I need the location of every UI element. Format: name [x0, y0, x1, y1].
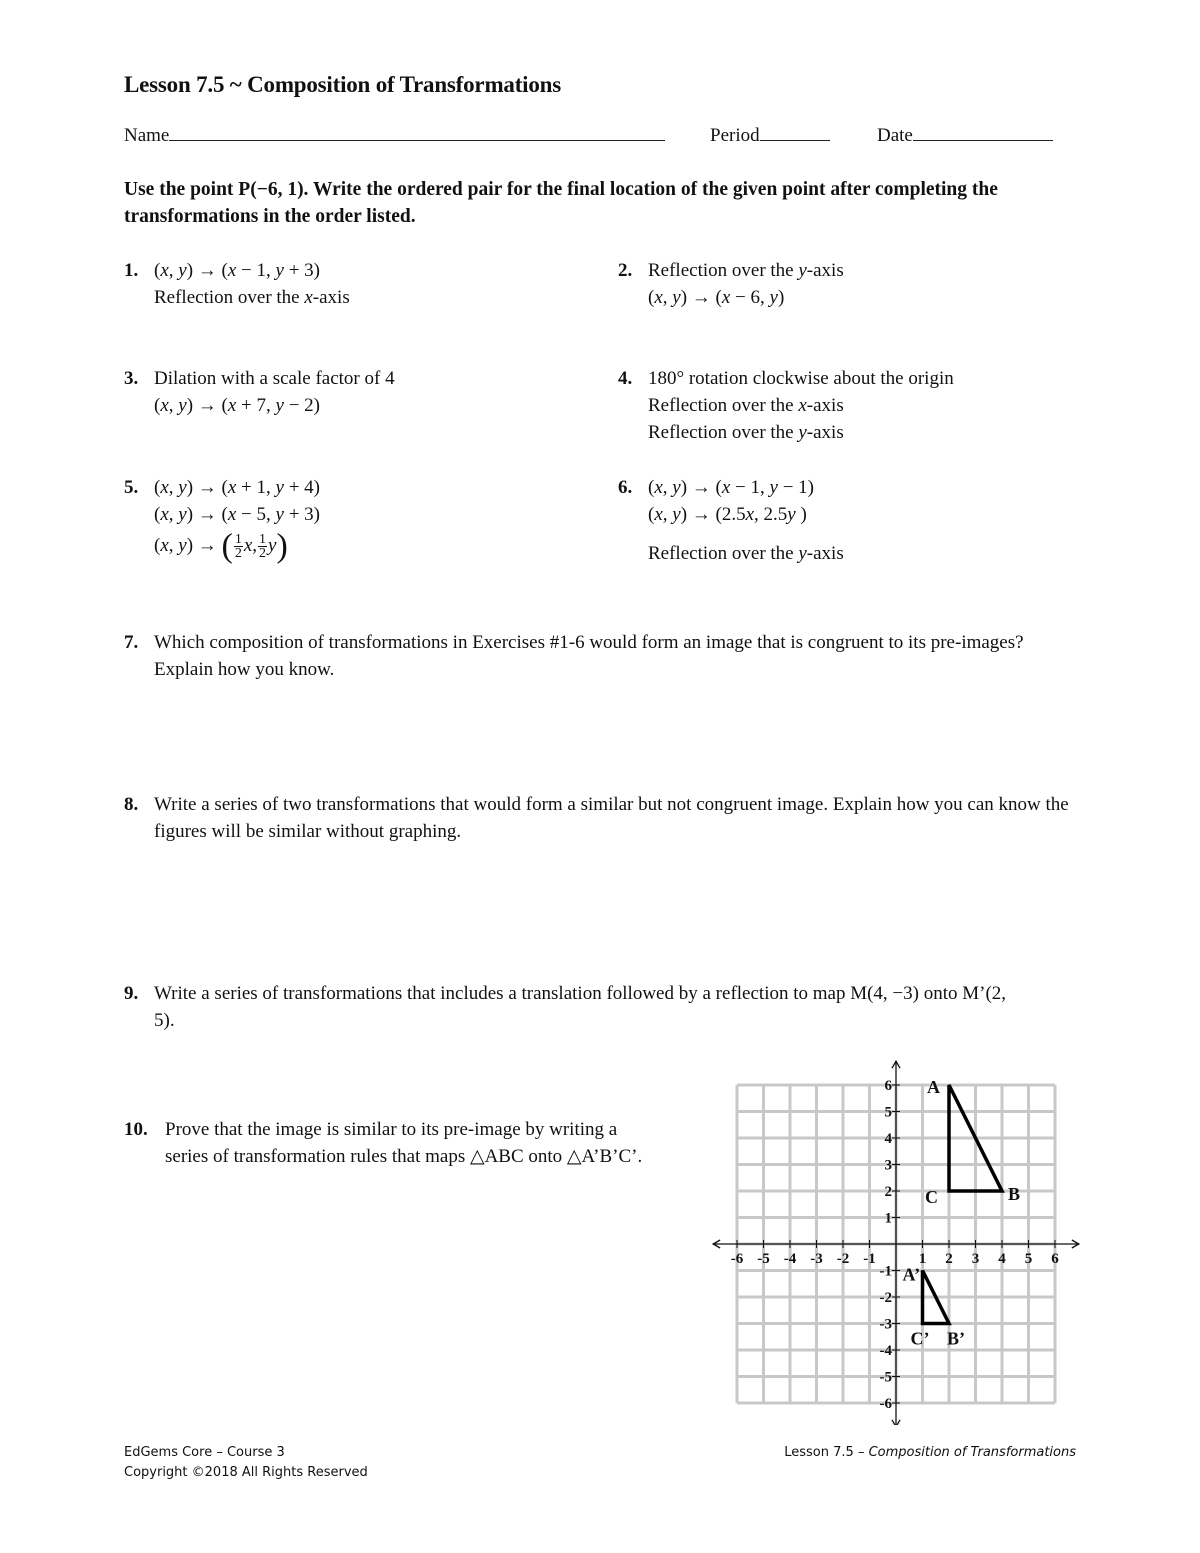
problem-line: (x, y) → (2.5x, 2.5y ) [648, 504, 807, 525]
problem-line: Reflection over the y-axis [648, 543, 844, 564]
triangle-a-prime-b-prime-c-prime [903, 1265, 966, 1349]
svg-text:-6: -6 [879, 1396, 892, 1412]
svg-text:A’: A’ [902, 1264, 921, 1285]
question-number: 9. [124, 983, 139, 1004]
question-number: 10. [124, 1119, 148, 1140]
svg-text:-5: -5 [757, 1251, 770, 1267]
svg-text:-2: -2 [879, 1290, 892, 1306]
problem-line: (x, y) → (x − 5, y + 3) [154, 504, 320, 525]
footer-course: EdGems Core – Course 3 [124, 1445, 285, 1460]
instructions: Use the point P(−6, 1). Write the ordered pair for the final location of the given point after completing the transformations in the order listed. [124, 179, 998, 227]
question-text: Which composition of transformations in Exercises #1-6 would form an image that is congruent to its pre-images? Explain how you know. [154, 632, 1024, 680]
svg-text:C: C [925, 1187, 938, 1207]
problem-number: 6. [618, 477, 633, 498]
problem-number: 5. [124, 477, 139, 498]
date-field[interactable] [877, 123, 1053, 147]
question-number: 8. [124, 794, 139, 815]
svg-text:-1: -1 [879, 1263, 892, 1280]
svg-text:-2: -2 [836, 1251, 850, 1267]
svg-text:C’: C’ [910, 1328, 930, 1349]
name-label: Name [124, 125, 170, 146]
question-number: 7. [124, 632, 139, 653]
period-blank[interactable] [760, 123, 830, 141]
svg-text:4: 4 [998, 1251, 1006, 1267]
triangle-abc [925, 1077, 1020, 1207]
question-10 [124, 1116, 644, 1170]
problem-line: Reflection over the y-axis [648, 422, 844, 443]
problem-6 [618, 474, 844, 567]
question-text: Write a series of transformations that includes a translation followed by a reflection to map M(4, −3) onto M’(2, 5). [154, 983, 1007, 1031]
svg-text:-1: -1 [863, 1251, 876, 1267]
coordinate-plane-graph [700, 1055, 1090, 1425]
svg-text:3: 3 [884, 1157, 892, 1174]
svg-text:1: 1 [918, 1251, 927, 1267]
problem-line: Reflection over the x-axis [154, 287, 350, 308]
question-8 [124, 791, 1084, 845]
problem-line-fraction: (x, y) → ( $\frac{1}{2}$ x, $\frac{1}{2}$ y) [154, 527, 288, 565]
name-blank[interactable] [169, 123, 665, 141]
svg-text:5: 5 [1024, 1251, 1033, 1267]
svg-text:5: 5 [884, 1104, 892, 1121]
problem-line: Reflection over the x-axis [648, 395, 844, 416]
problem-4 [618, 365, 954, 446]
svg-text:B’: B’ [947, 1328, 965, 1349]
footer-right [784, 1443, 1076, 1463]
question-text: Prove that the image is similar to its pre-image by writing a series of transformation rules that maps △ABC onto △A’B’C’. [165, 1119, 643, 1167]
problem-line: (x, y) → (x − 6, y) [648, 287, 785, 308]
svg-text:6: 6 [884, 1078, 892, 1094]
svg-text:-4: -4 [879, 1343, 892, 1359]
problem-line: Dilation with a scale factor of 4 [154, 368, 395, 389]
fraction-one-half: $\frac{1}{2}$ [259, 532, 267, 562]
footer-copyright: Copyright ©2018 All Rights Reserved [124, 1465, 368, 1480]
problem-line: (x, y) → (x + 1, y + 4) [154, 477, 320, 498]
svg-text:1: 1 [884, 1210, 892, 1227]
problem-2 [618, 257, 844, 311]
question-7 [124, 629, 1074, 683]
svg-text:2: 2 [945, 1251, 953, 1267]
problem-number: 4. [618, 368, 633, 389]
date-label: Date [877, 125, 913, 146]
problem-5 [124, 474, 320, 565]
svg-text:3: 3 [971, 1251, 980, 1267]
problem-line: 180° rotation clockwise about the origin [648, 368, 954, 389]
name-field[interactable] [124, 123, 665, 147]
date-blank[interactable] [913, 123, 1053, 141]
footer-lesson-prefix: Lesson 7.5 – [784, 1445, 869, 1460]
problem-number: 3. [124, 368, 139, 389]
svg-text:2: 2 [884, 1184, 892, 1200]
svg-text:A: A [927, 1077, 940, 1097]
problem-line: (x, y) → (x − 1, y − 1) [648, 477, 814, 498]
problem-line: Reflection over the y-axis [648, 260, 844, 281]
svg-text:-3: -3 [810, 1251, 823, 1267]
svg-text:-3: -3 [879, 1316, 892, 1333]
problem-line: (x, y) → (x − 1, y + 3) [154, 260, 320, 281]
svg-text:4: 4 [884, 1131, 892, 1147]
footer-left [124, 1443, 368, 1483]
svg-text:-5: -5 [879, 1369, 892, 1386]
problem-3 [124, 365, 395, 419]
problem-number: 2. [618, 260, 633, 281]
svg-text:B: B [1008, 1184, 1021, 1204]
question-9 [124, 980, 1024, 1034]
period-field[interactable] [710, 123, 830, 147]
footer-lesson-title: Composition of Transformations [868, 1445, 1076, 1460]
page-title: Lesson 7.5 ~ Composition of Transformations [124, 72, 561, 97]
svg-text:6: 6 [1051, 1251, 1059, 1267]
svg-text:-6: -6 [730, 1251, 744, 1267]
problem-line: (x, y) → (x + 7, y − 2) [154, 395, 320, 416]
svg-text:-4: -4 [783, 1251, 797, 1267]
problem-number: 1. [124, 260, 139, 281]
question-text: Write a series of two transformations that would form a similar but not congruent image. Explain how you can know the figures will be similar without graphing. [154, 794, 1069, 842]
fraction-one-half: $\frac{1}{2}$ [234, 532, 242, 562]
problem-1 [124, 257, 350, 311]
period-label: Period [710, 125, 760, 146]
